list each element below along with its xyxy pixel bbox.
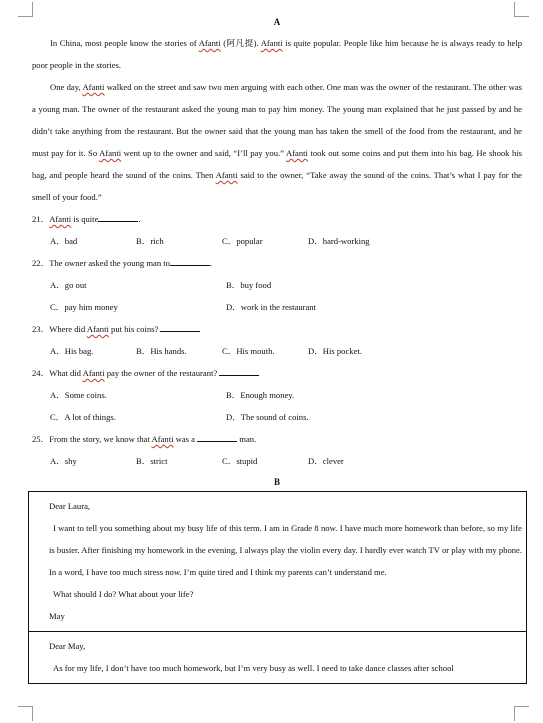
option-a[interactable]: A．bad — [50, 236, 78, 246]
letter-body: As for my life, I don’t have too much homework, but I’m very busy as well. I need to take dance classes after school — [53, 663, 454, 673]
option-c[interactable]: C．stupid — [222, 456, 258, 466]
text-run: went up to the owner and said, “I’ll pay you.” — [121, 148, 286, 158]
name-afanti: Afanti — [99, 148, 122, 158]
question-23-options — [32, 340, 522, 362]
option-c[interactable]: C．His mouth. — [222, 346, 275, 356]
name-afanti: Afanti — [260, 38, 283, 48]
question-22-options-row-2 — [32, 296, 522, 318]
option-a[interactable]: A．shy — [50, 456, 77, 466]
option-d[interactable]: D．His pocket. — [308, 346, 362, 356]
text-run: One day, — [50, 82, 83, 92]
text-run: is quite popular. People like him because he is always ready to help poor people in the stories. — [32, 38, 522, 70]
option-a[interactable]: A．His bag. — [50, 346, 94, 356]
question-text: pay the owner of the restaurant? — [104, 368, 218, 378]
letters-box — [28, 491, 527, 684]
name-afanti: Afanti — [49, 214, 72, 224]
question-21-options — [32, 230, 522, 252]
question-end: . — [209, 258, 213, 268]
option-a[interactable]: A．Some coins. — [50, 390, 107, 400]
option-a[interactable]: A．go out — [50, 280, 87, 290]
name-afanti: Afanti — [151, 434, 174, 444]
question-25 — [32, 428, 522, 450]
crop-mark-top-left — [18, 2, 33, 17]
option-c[interactable]: C．A lot of things. — [50, 412, 116, 422]
question-number: 22． — [32, 258, 50, 268]
option-c[interactable]: C．popular — [222, 236, 263, 246]
text-run: (阿凡提). — [220, 38, 261, 48]
name-afanti: Afanti — [86, 324, 109, 334]
option-d[interactable]: D．The sound of coins. — [226, 412, 309, 422]
letter-from-may — [29, 492, 526, 631]
option-b[interactable]: B．His hands. — [136, 346, 187, 356]
name-afanti: Afanti — [82, 82, 105, 92]
question-text: What did — [49, 368, 83, 378]
question-23 — [32, 318, 522, 340]
question-text: The owner asked the young man to — [49, 258, 170, 268]
question-number: 21． — [32, 214, 50, 224]
option-b[interactable]: B．strict — [136, 456, 168, 466]
question-24-options — [32, 384, 522, 406]
letter-greeting: Dear Laura, — [49, 501, 91, 511]
option-b[interactable]: B．Enough money. — [226, 390, 295, 400]
option-d[interactable]: D．work in the restaurant — [226, 302, 316, 312]
question-25-options — [32, 450, 522, 472]
option-b[interactable]: B．rich — [136, 236, 164, 246]
option-c[interactable]: C．pay him money — [50, 302, 118, 312]
name-afanti: Afanti — [82, 368, 105, 378]
crop-mark-bottom-right — [514, 706, 529, 721]
section-a-heading: A — [273, 17, 281, 27]
question-22 — [32, 252, 522, 274]
answer-blank[interactable] — [170, 256, 213, 268]
question-24 — [32, 362, 522, 384]
letter-body: I want to tell you something about my busy life of this term. I am in Grade 8 now. I have much more homework than before, so my life is busier. After finishing my homework in the evening, I always play the violin every day. I hardly ever watch TV or play with my phone. In a word, I have too much stress now. I’m quite tired and I think my parents can’t understand me. — [49, 523, 522, 577]
letter-signature: May — [49, 611, 65, 621]
text-run: said to the owner, “Take away the sound of the coins. That’s what I pay for the smell of your food.” — [32, 170, 522, 202]
answer-blank[interactable] — [98, 212, 141, 224]
answer-blank[interactable] — [219, 366, 259, 376]
option-d[interactable]: D．hard-working — [308, 236, 370, 246]
name-afanti: Afanti — [198, 38, 221, 48]
letter-greeting: Dear May, — [49, 641, 86, 651]
answer-blank[interactable] — [160, 322, 200, 332]
section-a — [32, 12, 522, 492]
question-21 — [32, 208, 522, 230]
text-run: walked on the street and saw two men arguing with each other. One man was the owner of the restaurant. The other was a young man. The owner of the restaurant asked the young man to pay him money. The young man explained that he just passed by and he didn’t take anything from the restaurant. But the owner said that the young man has taken the smell of the food from the restaurant, and he must pay for it. So — [32, 82, 523, 158]
section-b-heading: B — [273, 477, 280, 487]
question-text: put his coins? — [108, 324, 159, 334]
name-afanti: Afanti — [285, 148, 308, 158]
answer-blank[interactable] — [197, 432, 237, 442]
option-b[interactable]: B．buy food — [226, 280, 272, 290]
question-number: 25． — [32, 434, 50, 444]
letter-question: What should I do? What about your life? — [53, 589, 194, 599]
passage-paragraph-1 — [32, 32, 522, 76]
option-d[interactable]: D．clever — [308, 456, 344, 466]
question-text: was a — [173, 434, 195, 444]
question-number: 23． — [32, 324, 50, 334]
letter-to-may — [29, 631, 526, 683]
name-afanti: Afanti — [215, 170, 238, 180]
crop-mark-bottom-left — [18, 706, 33, 721]
question-text: is quite — [71, 214, 99, 224]
question-22-options — [32, 274, 522, 296]
question-end: . — [138, 214, 141, 224]
question-number: 24． — [32, 368, 50, 378]
text-run: In China, most people know the stories of — [50, 38, 199, 48]
question-text: Where did — [49, 324, 87, 334]
passage-paragraph-2 — [32, 76, 522, 208]
question-text: From the story, we know that — [49, 434, 152, 444]
text-run: took out some coins and put them into his bag. He shook his bag, and people heard the sound of the coins. Then — [32, 148, 522, 180]
question-24-options-row-2 — [32, 406, 522, 428]
question-end: man. — [239, 434, 257, 444]
